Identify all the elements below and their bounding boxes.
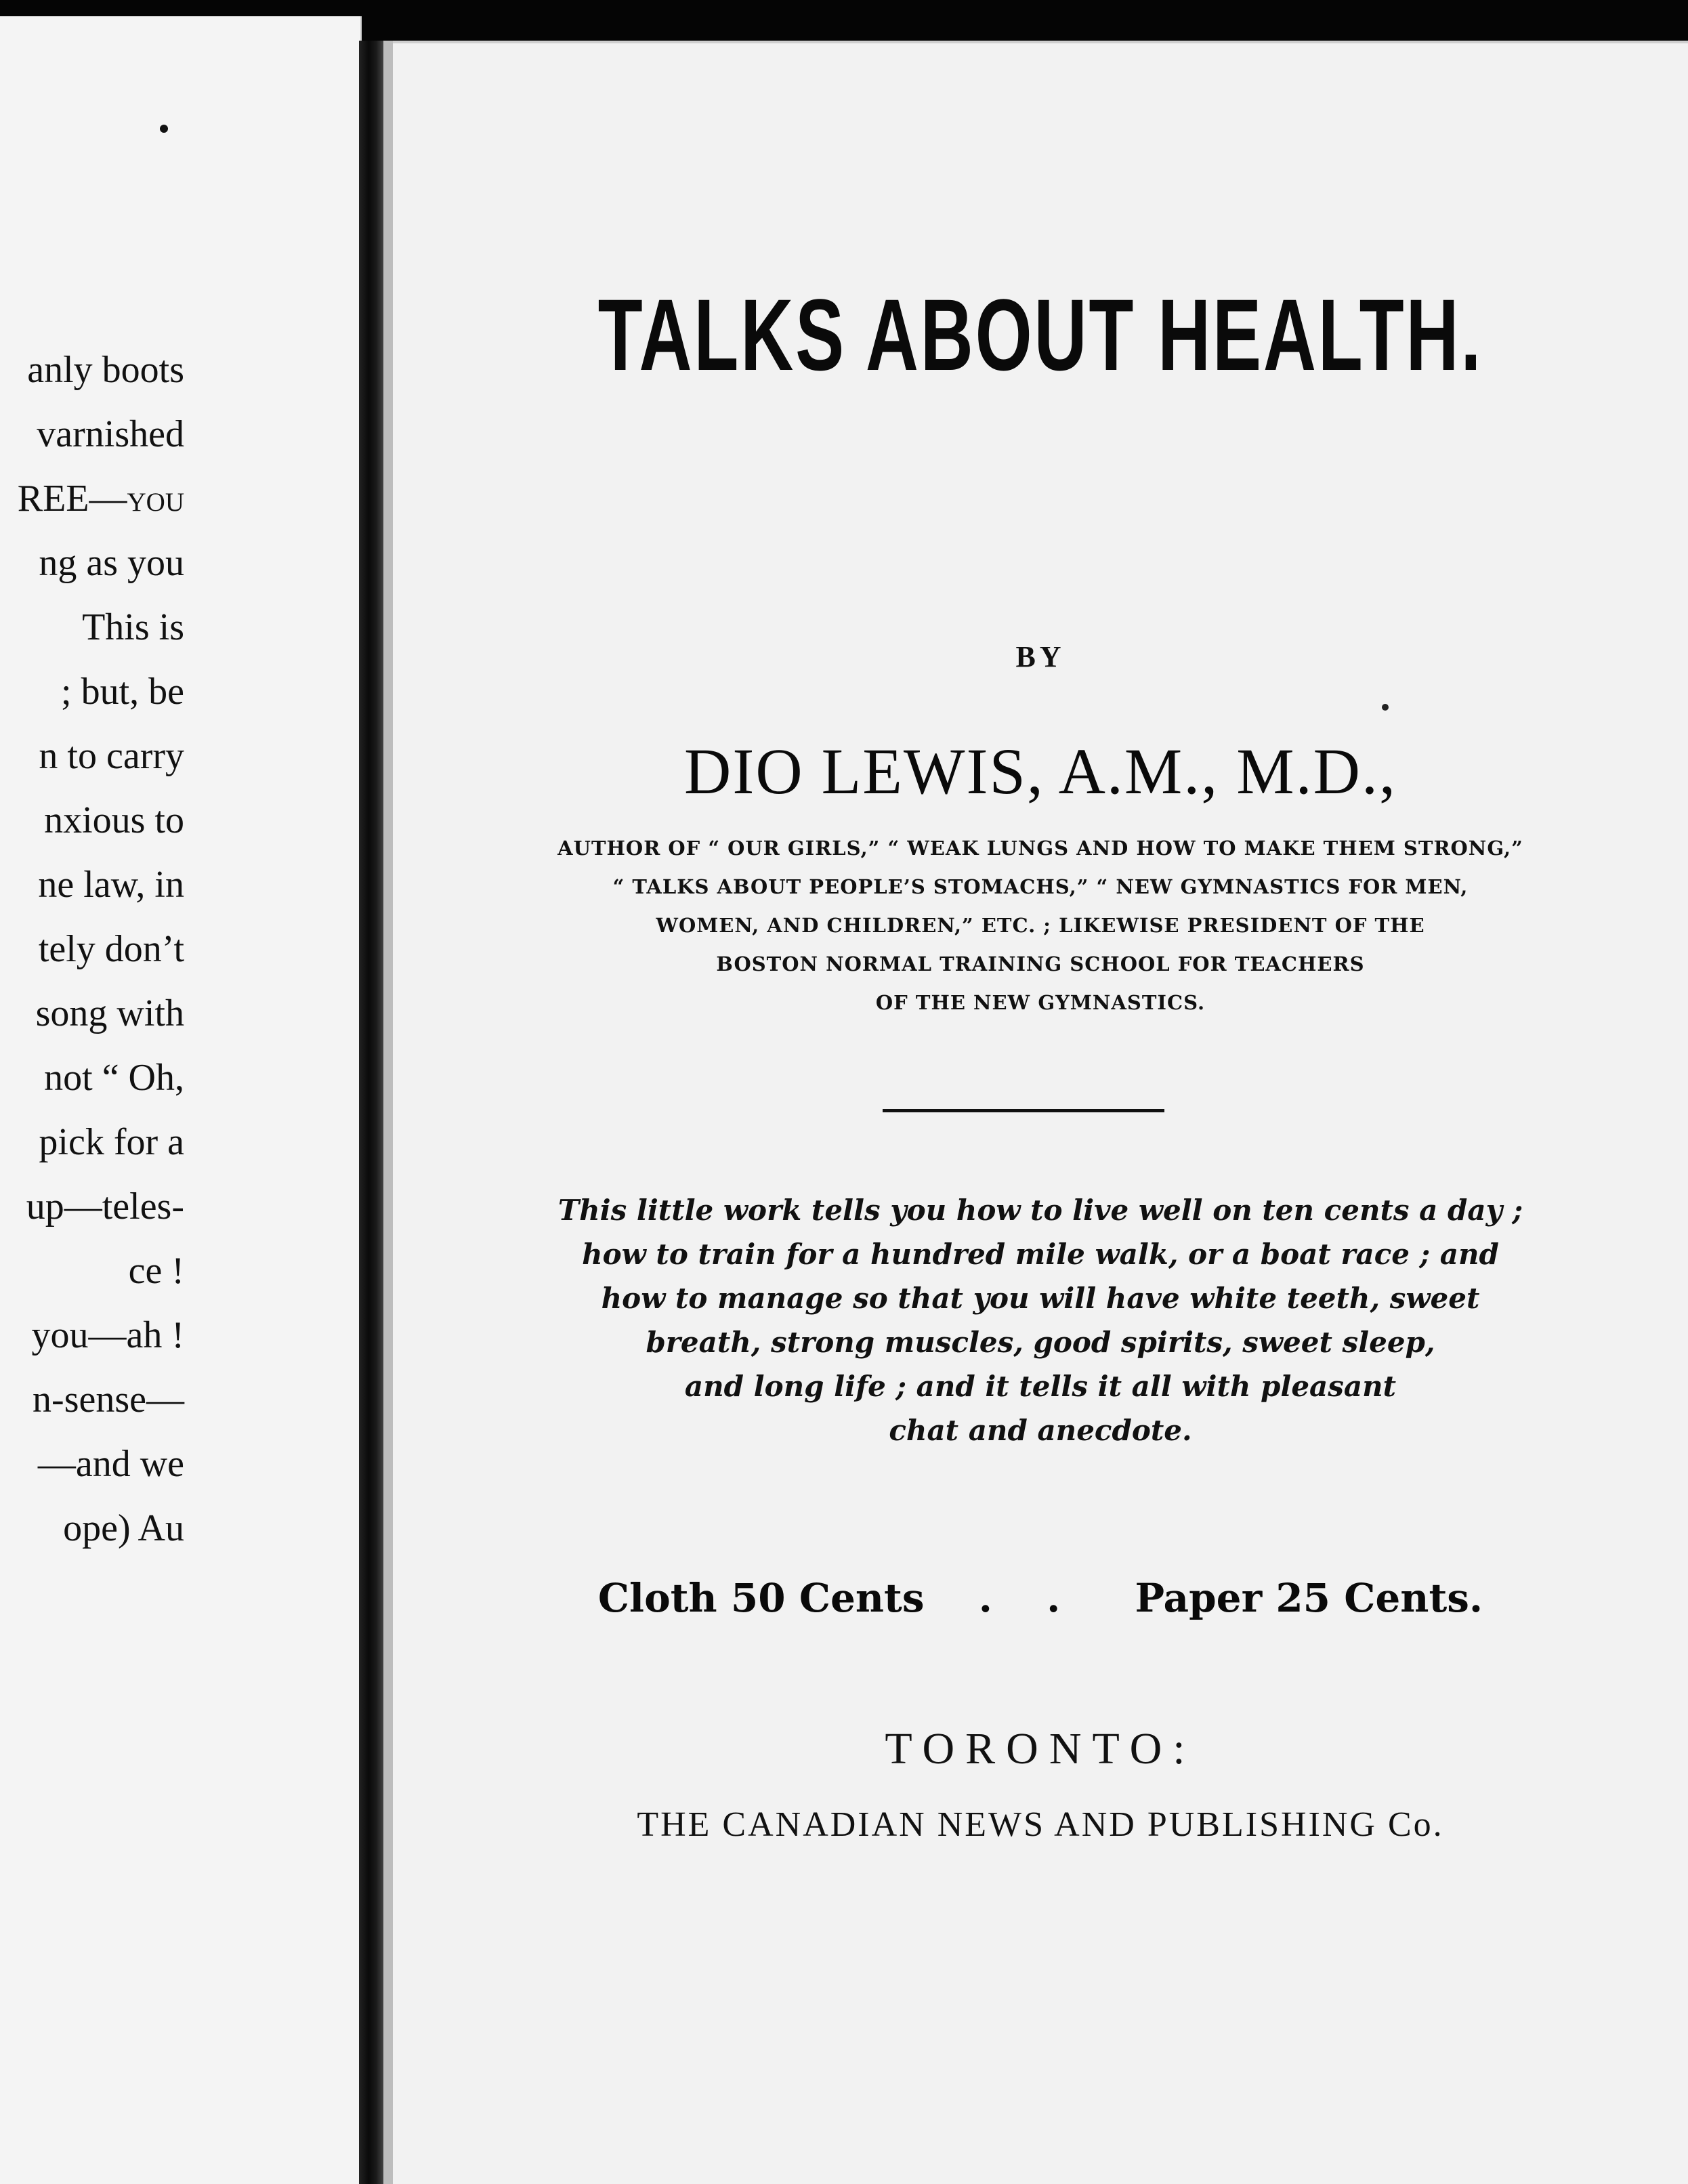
text-line: tely don’t [38,928,184,970]
text-line: REE—you [17,478,184,520]
page-edge [383,41,393,2184]
description-line: how to train for a hundred mile walk, or a boat race ; and [582,1238,1499,1271]
text-line: —and we [37,1443,184,1485]
book-title: TALKS ABOUT HEALTH. [597,278,1483,392]
text-line: n-sense— [33,1379,184,1421]
book-binding-gutter [359,41,383,2184]
ink-dot [160,125,168,133]
by-line: BY [1015,640,1065,673]
text-line: n to carry [39,735,184,777]
text-line: ne law, in [38,864,184,906]
title-page [393,41,1688,2184]
text-line: pick for a [39,1121,184,1163]
paper-price: Paper 25 Cents. [1135,1575,1483,1621]
book-description [393,1188,1688,1452]
credit-line: “ TALKS ABOUT PEOPLE’S STOMACHS,” “ NEW GYMNASTICS FOR MEN, [612,875,1469,898]
credit-line: OF THE NEW GYMNASTICS. [875,991,1206,1014]
text-line: This is [82,606,184,648]
previous-page-fragment [0,16,362,2184]
publisher-name: THE CANADIAN NEWS AND PUBLISHING Co. [637,1805,1444,1844]
text-line: ; but, be [61,671,184,713]
text-line: ce ! [128,1250,184,1292]
credit-line: BOSTON NORMAL TRAINING SCHOOL FOR TEACHERS [716,952,1365,975]
decorative-rule [883,1109,1164,1112]
price-line [393,1568,1688,1629]
description-line: breath, strong muscles, good spirits, sweet sleep, [646,1326,1435,1359]
description-line: and long life ; and it tells it all with pleasant [684,1370,1397,1403]
credit-line: WOMEN, AND CHILDREN,” ETC. ; LIKEWISE PRESIDENT OF THE [656,914,1425,937]
text-line: anly boots [27,349,184,391]
description-line: how to manage so that you will have white teeth, sweet [601,1282,1480,1315]
cloth-price: Cloth 50 Cents [597,1575,925,1621]
price-separator: . . [978,1575,1081,1621]
description-line: chat and anecdote. [889,1414,1192,1447]
credit-line: AUTHOR OF “ OUR GIRLS,” “ WEAK LUNGS AND HOW TO MAKE THEM STRONG,” [557,837,1523,860]
text-line: you—ah ! [31,1314,184,1356]
publication-city: TORONTO: [885,1724,1196,1773]
text-line: nxious to [44,799,184,841]
text-line: ng as you [39,542,184,584]
text-line: up—teles- [26,1185,184,1227]
previous-page-text [0,338,184,1561]
text-line: varnished [37,413,184,455]
text-line: song with [35,992,184,1034]
text-line: ope) Au [63,1507,184,1549]
author-name: DIO LEWIS, A.M., M.D., [684,735,1397,807]
text-line: not “ Oh, [44,1057,184,1099]
author-credits [393,829,1688,1022]
ink-speck [1382,704,1389,711]
description-line: This little work tells you how to live well on ten cents a day ; [557,1194,1523,1227]
